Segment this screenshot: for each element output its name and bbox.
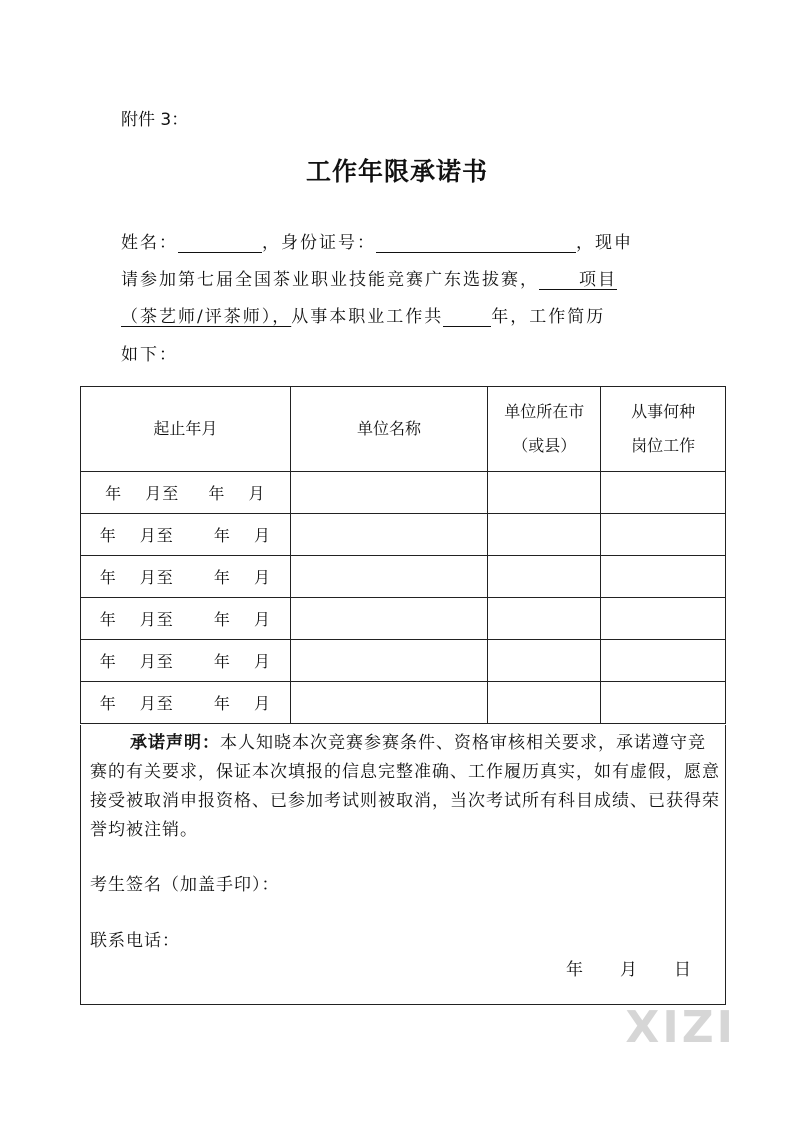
table-row xyxy=(81,556,726,598)
work-history-table xyxy=(80,386,726,724)
header-city xyxy=(488,387,601,472)
phone-label: 联系电话： xyxy=(90,931,180,951)
header-post-line2: 岗位工作 xyxy=(631,436,696,455)
now-apply-text: ，现申 xyxy=(576,233,633,253)
city-cell[interactable] xyxy=(488,556,601,598)
period-cell: 年 月至 年 月 xyxy=(81,640,291,682)
table-row xyxy=(81,514,726,556)
city-cell[interactable] xyxy=(488,472,601,514)
intro-line-2 xyxy=(121,265,617,290)
city-cell[interactable] xyxy=(488,514,601,556)
period-cell: 年 月至 年 月 xyxy=(81,682,291,724)
signature-label: 考生签名（加盖手印）： xyxy=(90,875,280,895)
declaration-text: 本人知晓本次竞赛参赛条件、资格审核相关要求，承诺遵守竞赛的有关要求，保证本次填报的信息完整准确、工作履历真实，如有虚假，愿意接受被取消申报资格、已参加考试则被取消，当次考试所有科目成绩、已获得荣誉均被注销。 xyxy=(90,733,720,840)
work-years-text: 从事本职业工作共 xyxy=(291,307,444,327)
post-cell[interactable] xyxy=(601,556,726,598)
declaration-box xyxy=(80,725,726,1005)
id-label: 身份证号： xyxy=(281,233,376,253)
table-row xyxy=(81,598,726,640)
post-cell[interactable] xyxy=(601,640,726,682)
attachment-label: 附件 3： xyxy=(121,110,189,130)
unit-cell[interactable] xyxy=(290,514,488,556)
period-cell: 年 月至 年 月 xyxy=(81,472,291,514)
period-cell: 年 月至 年 月 xyxy=(81,598,291,640)
header-city-line2: （或县） xyxy=(512,436,577,455)
unit-cell[interactable] xyxy=(290,598,488,640)
declaration-label: 承诺声明： xyxy=(130,733,220,753)
post-cell[interactable] xyxy=(601,472,726,514)
header-period: 起止年月 xyxy=(81,387,291,472)
name-blank[interactable] xyxy=(178,234,262,253)
comma: ， xyxy=(262,233,281,253)
city-cell[interactable] xyxy=(488,682,601,724)
post-cell[interactable] xyxy=(601,598,726,640)
city-cell[interactable] xyxy=(488,598,601,640)
header-post-line1: 从事何种 xyxy=(631,402,696,421)
header-city-line1: 单位所在市 xyxy=(504,402,585,421)
post-cell[interactable] xyxy=(601,682,726,724)
project-blank[interactable] xyxy=(539,271,579,290)
table-row xyxy=(81,640,726,682)
unit-cell[interactable] xyxy=(290,640,488,682)
project-detail: （茶艺师/评茶师）， xyxy=(121,307,292,327)
table-row xyxy=(81,472,726,514)
unit-cell[interactable] xyxy=(290,472,488,514)
years-resume-text: 年，工作简历 xyxy=(491,307,606,327)
header-post xyxy=(601,387,726,472)
watermark: XIZI xyxy=(625,1002,736,1053)
header-unit: 单位名称 xyxy=(290,387,488,472)
period-cell: 年 月至 年 月 xyxy=(81,514,291,556)
project-text: 项目 xyxy=(579,270,617,290)
id-number-blank[interactable] xyxy=(376,234,576,253)
name-label: 姓名： xyxy=(121,233,178,253)
unit-cell[interactable] xyxy=(290,682,488,724)
competition-text: 请参加第七届全国茶业职业技能竞赛广东选拔赛， xyxy=(121,270,539,290)
period-cell: 年 月至 年 月 xyxy=(81,556,291,598)
city-cell[interactable] xyxy=(488,640,601,682)
table-row xyxy=(81,682,726,724)
intro-line-4: 如下： xyxy=(121,345,178,365)
intro-line-1 xyxy=(121,228,633,253)
unit-cell[interactable] xyxy=(290,556,488,598)
document-title: 工作年限承诺书 xyxy=(305,157,488,186)
years-blank[interactable] xyxy=(443,308,491,327)
post-cell[interactable] xyxy=(601,514,726,556)
intro-line-3 xyxy=(121,302,605,327)
date-line: 年 月 日 xyxy=(566,960,692,980)
table-header-row xyxy=(81,387,726,472)
declaration-paragraph xyxy=(90,729,720,845)
